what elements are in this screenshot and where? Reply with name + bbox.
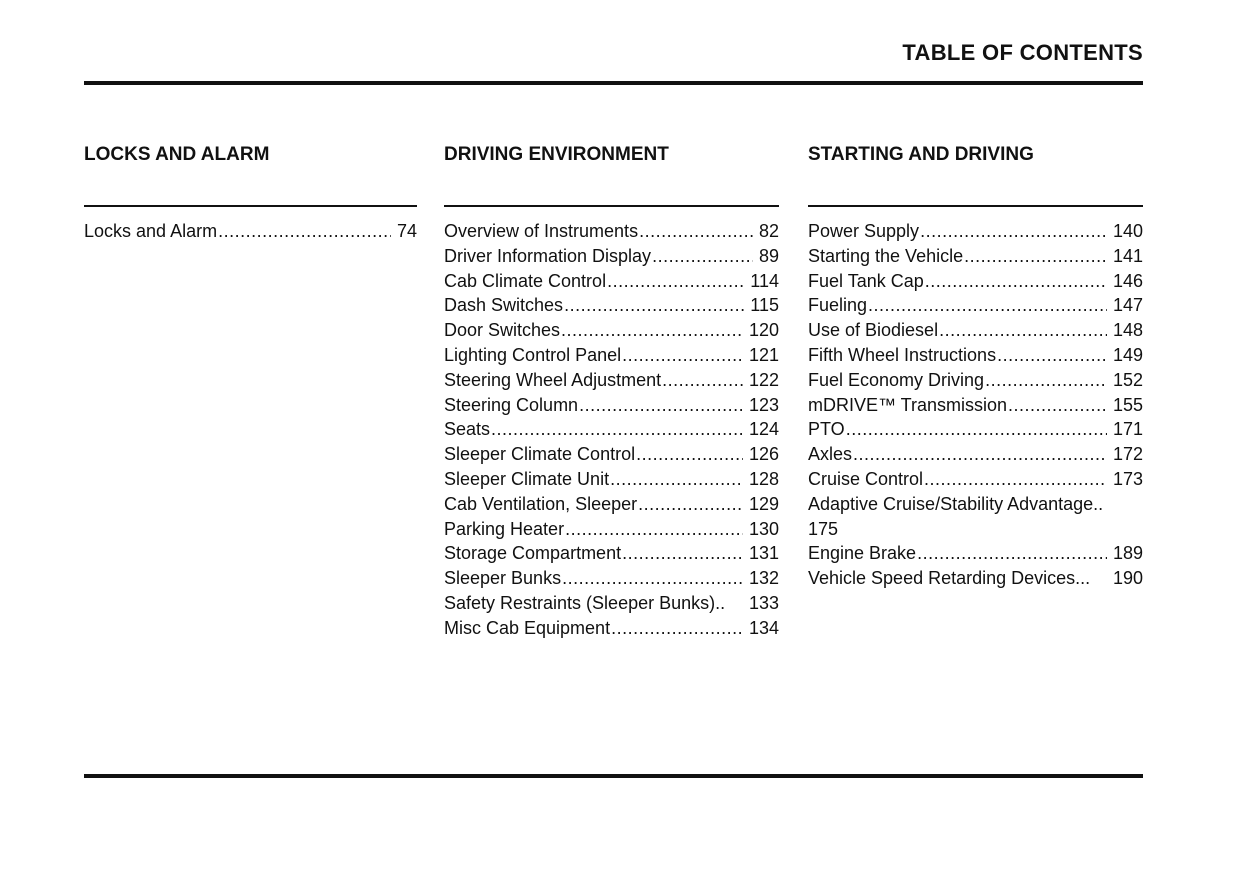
- section-heading: STARTING AND DRIVING: [808, 144, 1034, 165]
- toc-entry[interactable]: [808, 393, 1143, 418]
- toc-entry-title: Driver Information Display: [444, 245, 652, 266]
- toc-entry[interactable]: [808, 368, 1143, 393]
- toc-entry[interactable]: [444, 417, 779, 442]
- toc-entry-page: 140: [1112, 221, 1143, 241]
- toc-entry-page: 134: [748, 617, 779, 638]
- dot-leader: [639, 219, 753, 244]
- toc-entry-title: Fuel Tank Cap: [808, 270, 924, 291]
- dot-leader: [920, 219, 1107, 244]
- toc-entry-page: 149: [1112, 344, 1143, 365]
- toc-column-driving-environment: [444, 144, 779, 641]
- dot-leader: [997, 343, 1107, 368]
- dot-leader: [638, 492, 743, 517]
- toc-entry-page: 74: [396, 221, 417, 241]
- toc-entry-page: 171: [1112, 419, 1143, 440]
- toc-entry-page: 128: [748, 468, 779, 489]
- toc-entry[interactable]: [808, 244, 1143, 269]
- dot-leader: [607, 269, 744, 294]
- toc-entry-page: 123: [748, 394, 779, 415]
- toc-entry-title: Adaptive Cruise/Stability Advantage..: [808, 493, 1104, 514]
- toc-entry-page: 130: [748, 518, 779, 539]
- header-divider: [84, 81, 1143, 85]
- toc-entry-title: Sleeper Climate Unit: [444, 468, 610, 489]
- toc-entry-page: 147: [1112, 295, 1143, 316]
- dot-leader: [562, 566, 743, 591]
- dot-leader: [622, 541, 743, 566]
- toc-entry-title: Overview of Instruments: [444, 221, 639, 241]
- toc-entry-title: Power Supply: [808, 221, 920, 241]
- toc-entry[interactable]: [444, 393, 779, 418]
- toc-entry[interactable]: [808, 541, 1143, 566]
- dot-leader: [622, 343, 743, 368]
- toc-entry[interactable]: [808, 269, 1143, 294]
- toc-entry-title: Door Switches: [444, 320, 561, 341]
- toc-entry[interactable]: [808, 293, 1143, 318]
- toc-entry-title: Sleeper Bunks: [444, 568, 562, 589]
- toc-entry-page: 131: [748, 543, 779, 564]
- dot-leader: [939, 318, 1107, 343]
- toc-entry-title: mDRIVE™ Transmission: [808, 394, 1008, 415]
- section-divider: [84, 205, 417, 207]
- toc-entry-page: 121: [748, 344, 779, 365]
- toc-entry-page: 155: [1112, 394, 1143, 415]
- toc-entry-page: 152: [1112, 369, 1143, 390]
- dot-leader: [611, 616, 743, 641]
- toc-entry-title: Starting the Vehicle: [808, 245, 964, 266]
- toc-entry[interactable]: [444, 517, 779, 542]
- toc-entry[interactable]: [444, 442, 779, 467]
- toc-entry[interactable]: [808, 442, 1143, 467]
- toc-entry-page: 172: [1112, 444, 1143, 465]
- toc-entry[interactable]: [808, 467, 1143, 492]
- toc-entry-title: Steering Column: [444, 394, 579, 415]
- toc-entry-title: Lighting Control Panel: [444, 344, 622, 365]
- toc-entry[interactable]: [808, 566, 1143, 591]
- dot-leader: [636, 442, 743, 467]
- dot-leader: [853, 442, 1107, 467]
- dot-leader: [218, 219, 391, 244]
- toc-entry[interactable]: [444, 219, 779, 244]
- toc-entry[interactable]: [444, 318, 779, 343]
- toc-entry-page: 126: [748, 444, 779, 465]
- toc-entry[interactable]: [444, 566, 779, 591]
- toc-entry-page: 190: [1112, 568, 1143, 589]
- section-heading: LOCKS AND ALARM: [84, 144, 270, 165]
- dot-leader: [610, 467, 743, 492]
- toc-entry-page: 124: [748, 419, 779, 440]
- toc-entry-page: 173: [1112, 468, 1143, 489]
- toc-list: [808, 219, 1143, 591]
- toc-entry-page: 89: [758, 245, 779, 266]
- toc-entry-page: 82: [758, 221, 779, 241]
- footer-divider: [84, 774, 1143, 778]
- dot-leader: [985, 368, 1107, 393]
- toc-entry-page: 114: [750, 270, 779, 291]
- page-title: TABLE OF CONTENTS: [902, 40, 1143, 65]
- toc-entry-title: Fueling: [808, 295, 868, 316]
- toc-entry[interactable]: [444, 293, 779, 318]
- toc-entry[interactable]: [808, 417, 1143, 442]
- toc-entry[interactable]: [444, 368, 779, 393]
- toc-entry-title: Misc Cab Equipment: [444, 617, 611, 638]
- toc-entry-title: Dash Switches: [444, 295, 564, 316]
- toc-entry-title: Steering Wheel Adjustment: [444, 369, 662, 390]
- toc-entry-title: Cab Climate Control: [444, 270, 607, 291]
- dot-leader: [917, 541, 1107, 566]
- dot-leader: [868, 293, 1107, 318]
- dot-leader: [1008, 393, 1107, 418]
- toc-column-starting-and-driving: [808, 144, 1143, 591]
- toc-entry[interactable]: [808, 318, 1143, 343]
- dot-leader: [565, 517, 743, 542]
- toc-entry[interactable]: [444, 244, 779, 269]
- toc-entry-page: 148: [1112, 320, 1143, 341]
- dot-leader: [925, 269, 1107, 294]
- section-divider: [808, 205, 1143, 207]
- dot-leader: [662, 368, 743, 393]
- dot-leader: [924, 467, 1107, 492]
- toc-list: [444, 219, 779, 641]
- dot-leader: [964, 244, 1107, 269]
- toc-entry-page: 141: [1112, 245, 1143, 266]
- toc-entry[interactable]: [444, 492, 779, 517]
- toc-entry[interactable]: [444, 269, 779, 294]
- toc-entry-page: 146: [1112, 270, 1143, 291]
- toc-entry-title: Parking Heater: [444, 518, 565, 539]
- toc-list: [84, 219, 417, 244]
- toc-entry-page: 133: [748, 592, 779, 613]
- toc-entry-page: 132: [748, 568, 779, 589]
- toc-entry-title: Engine Brake: [808, 543, 917, 564]
- toc-entry-title: Use of Biodiesel: [808, 320, 939, 341]
- dot-leader: [652, 244, 753, 269]
- toc-entry[interactable]: [808, 219, 1143, 244]
- toc-entry-title: Cab Ventilation, Sleeper: [444, 493, 638, 514]
- toc-entry[interactable]: [444, 541, 779, 566]
- section-heading: DRIVING ENVIRONMENT: [444, 144, 669, 165]
- toc-entry-page: 115: [750, 295, 779, 316]
- toc-entry-title: Cruise Control: [808, 468, 924, 489]
- toc-entry[interactable]: [84, 219, 417, 244]
- dot-leader: [561, 318, 743, 343]
- toc-entry-page: 189: [1112, 543, 1143, 564]
- toc-entry-title: Storage Compartment: [444, 543, 622, 564]
- toc-column-locks-and-alarm: [84, 144, 417, 244]
- toc-entry-title: Fuel Economy Driving: [808, 369, 985, 390]
- toc-entry[interactable]: [444, 616, 779, 641]
- dot-leader: [491, 417, 743, 442]
- toc-entry-title: Safety Restraints (Sleeper Bunks)..: [444, 592, 726, 613]
- dot-leader: [846, 417, 1107, 442]
- toc-entry-title: Vehicle Speed Retarding Devices...: [808, 568, 1091, 589]
- dot-leader: [564, 293, 744, 318]
- toc-entry-title: Sleeper Climate Control: [444, 444, 636, 465]
- toc-entry-page: 129: [748, 493, 779, 514]
- toc-entry[interactable]: [444, 343, 779, 368]
- toc-entry[interactable]: [444, 591, 779, 616]
- toc-entry-title: Seats: [444, 419, 491, 440]
- toc-entry[interactable]: [808, 492, 1143, 542]
- toc-entry-title: Axles: [808, 444, 853, 465]
- dot-leader: [579, 393, 743, 418]
- toc-entry[interactable]: [444, 467, 779, 492]
- section-divider: [444, 205, 779, 207]
- toc-entry-page: 122: [748, 369, 779, 390]
- toc-entry-title: PTO: [808, 419, 845, 440]
- toc-entry-title: Locks and Alarm: [84, 221, 218, 241]
- toc-entry-title: Fifth Wheel Instructions: [808, 344, 997, 365]
- toc-entry-page: 175: [808, 518, 839, 539]
- toc-entry[interactable]: [808, 343, 1143, 368]
- toc-entry-page: 120: [748, 320, 779, 341]
